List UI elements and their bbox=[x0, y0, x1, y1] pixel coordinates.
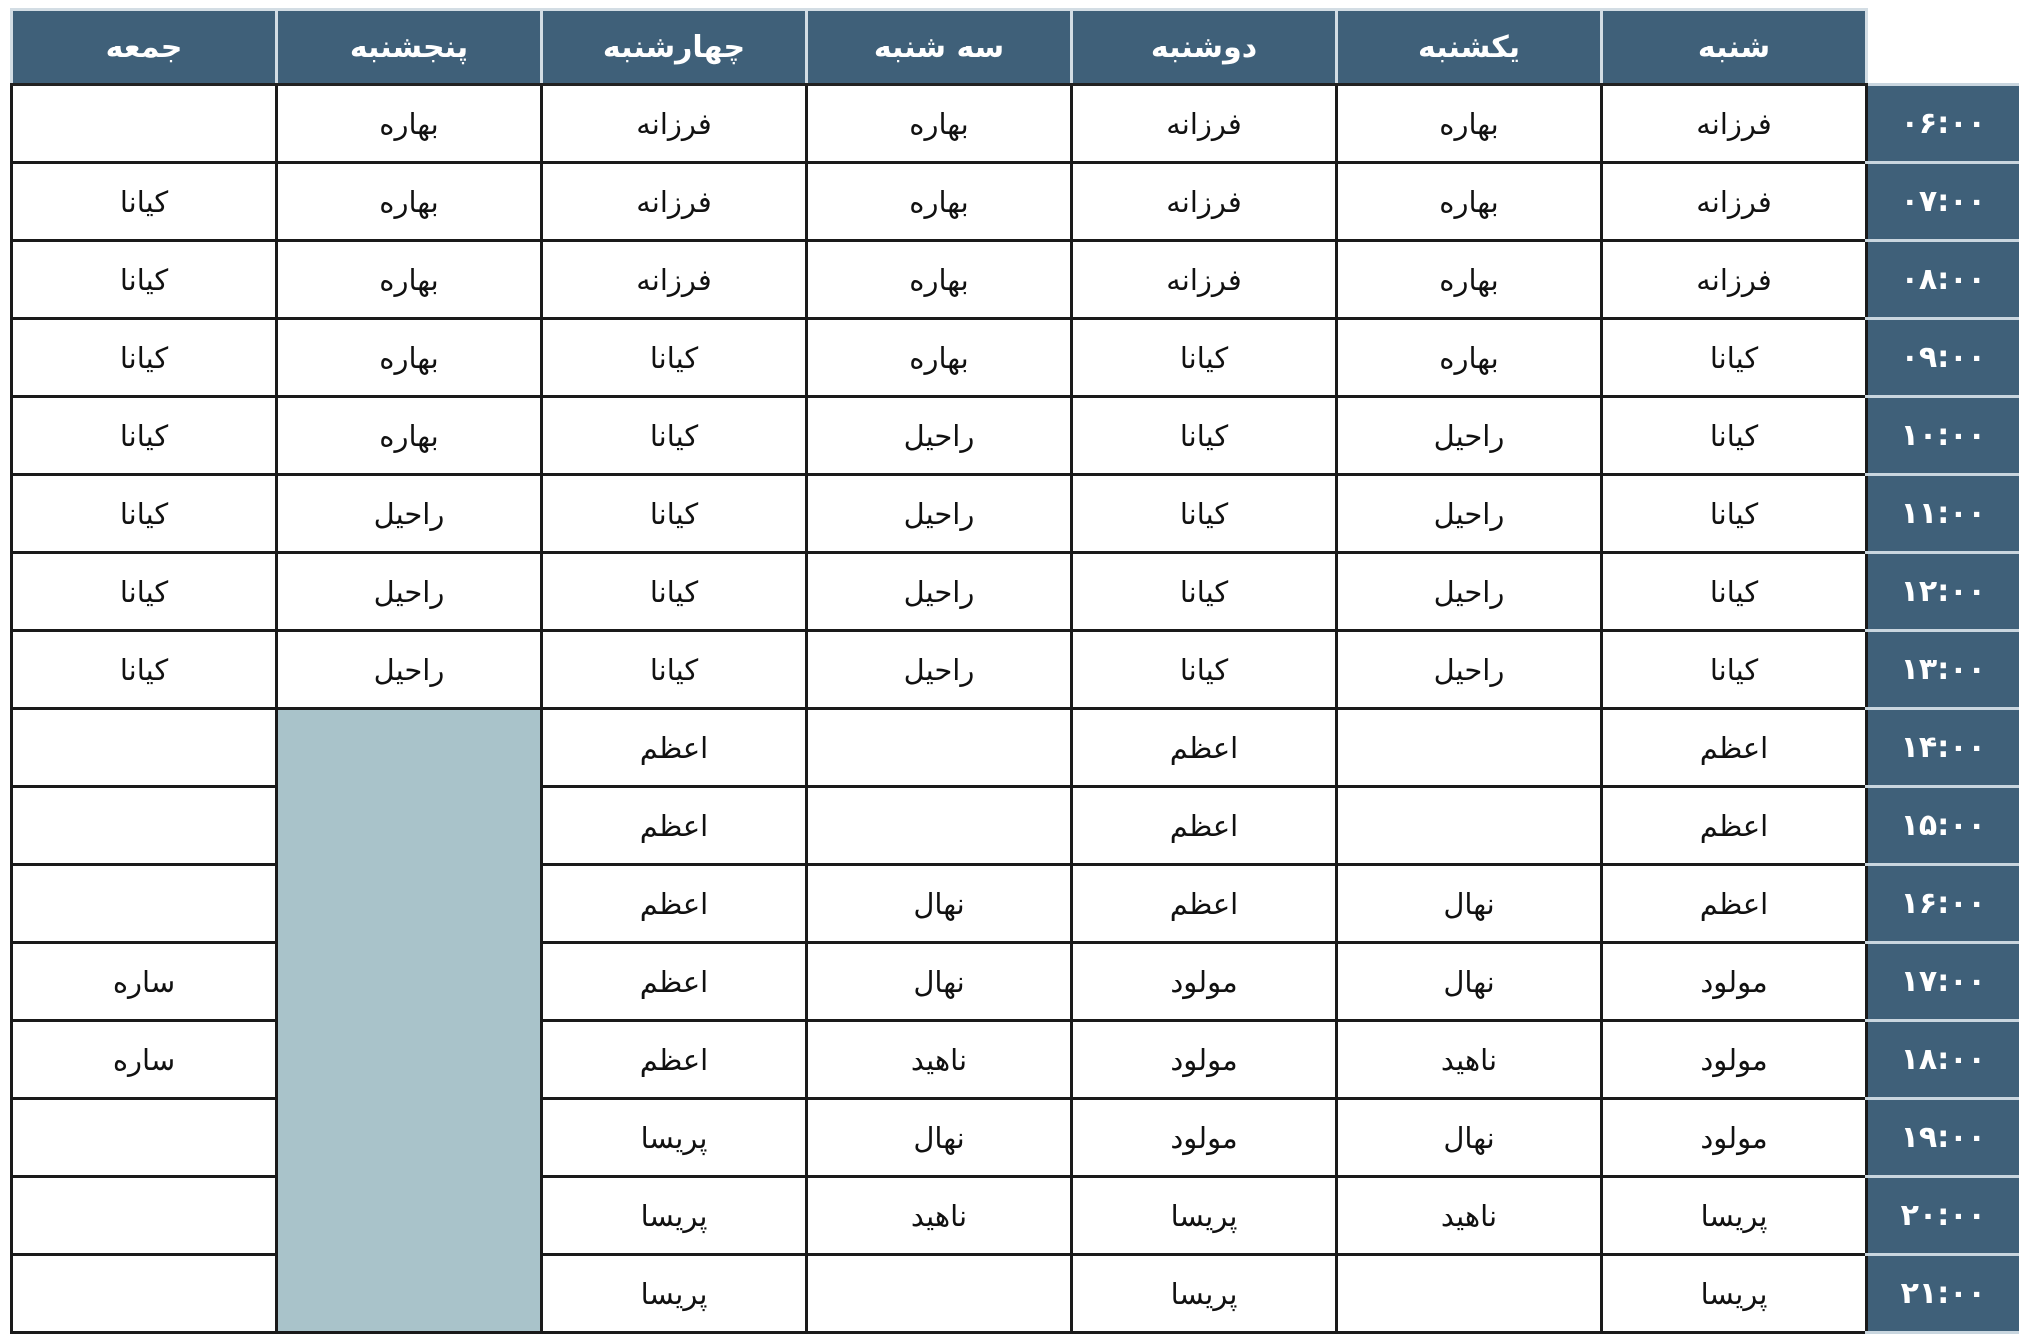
day-header: یکشنبه bbox=[1337, 10, 1602, 85]
shift-cell: کیانا bbox=[542, 319, 807, 397]
shift-cell bbox=[12, 1255, 277, 1333]
time-row bbox=[12, 475, 2019, 553]
shift-cell: کیانا bbox=[542, 475, 807, 553]
shift-cell: مولود bbox=[1072, 1099, 1337, 1177]
shift-cell: بهاره bbox=[277, 163, 542, 241]
shift-cell: ناهید bbox=[807, 1177, 1072, 1255]
time-row bbox=[12, 709, 2019, 787]
time-row bbox=[12, 319, 2019, 397]
time-row bbox=[12, 553, 2019, 631]
time-label: ۱۰:۰۰ bbox=[1867, 397, 2019, 475]
shift-cell: کیانا bbox=[542, 397, 807, 475]
shift-cell: راحیل bbox=[807, 475, 1072, 553]
shift-cell: راحیل bbox=[807, 397, 1072, 475]
time-label: ۱۸:۰۰ bbox=[1867, 1021, 2019, 1099]
shift-cell: اعظم bbox=[542, 943, 807, 1021]
shift-cell: فرزانه bbox=[1072, 241, 1337, 319]
shift-cell bbox=[1337, 787, 1602, 865]
time-label: ۲۱:۰۰ bbox=[1867, 1255, 2019, 1333]
shift-cell: بهاره bbox=[277, 241, 542, 319]
time-row bbox=[12, 397, 2019, 475]
time-label: ۲۰:۰۰ bbox=[1867, 1177, 2019, 1255]
schedule-body bbox=[12, 85, 2019, 1333]
time-row bbox=[12, 163, 2019, 241]
shift-cell bbox=[807, 787, 1072, 865]
shift-cell: کیانا bbox=[542, 631, 807, 709]
shift-cell: راحیل bbox=[277, 631, 542, 709]
shift-cell: مولود bbox=[1072, 943, 1337, 1021]
shift-cell: پریسا bbox=[1072, 1177, 1337, 1255]
shift-cell: پریسا bbox=[1602, 1255, 1867, 1333]
shift-cell: کیانا bbox=[1602, 397, 1867, 475]
shift-cell: نهال bbox=[807, 1099, 1072, 1177]
shift-cell: ناهید bbox=[1337, 1021, 1602, 1099]
shift-cell: اعظم bbox=[1602, 865, 1867, 943]
shift-cell: کیانا bbox=[1072, 475, 1337, 553]
shift-cell: نهال bbox=[1337, 943, 1602, 1021]
shift-cell: کیانا bbox=[1602, 475, 1867, 553]
shift-cell: کیانا bbox=[12, 319, 277, 397]
shift-cell: کیانا bbox=[12, 397, 277, 475]
shift-cell: فرزانه bbox=[1602, 241, 1867, 319]
shift-cell: مولود bbox=[1602, 943, 1867, 1021]
shift-cell: راحیل bbox=[1337, 631, 1602, 709]
shift-cell: کیانا bbox=[12, 631, 277, 709]
day-header: سه شنبه bbox=[807, 10, 1072, 85]
shift-cell: راحیل bbox=[277, 553, 542, 631]
time-label: ۱۷:۰۰ bbox=[1867, 943, 2019, 1021]
shift-cell: راحیل bbox=[1337, 475, 1602, 553]
shift-cell bbox=[12, 787, 277, 865]
shift-cell: کیانا bbox=[542, 553, 807, 631]
shift-cell: راحیل bbox=[807, 631, 1072, 709]
time-row bbox=[12, 85, 2019, 163]
time-label: ۰۷:۰۰ bbox=[1867, 163, 2019, 241]
header-row bbox=[12, 10, 2019, 85]
time-label: ۱۲:۰۰ bbox=[1867, 553, 2019, 631]
time-label: ۱۴:۰۰ bbox=[1867, 709, 2019, 787]
time-label: ۰۸:۰۰ bbox=[1867, 241, 2019, 319]
shift-cell: نهال bbox=[807, 943, 1072, 1021]
shift-cell bbox=[807, 709, 1072, 787]
shift-cell: فرزانه bbox=[542, 85, 807, 163]
shift-cell: بهاره bbox=[1337, 163, 1602, 241]
schedule-table bbox=[10, 8, 2019, 1334]
shift-cell: بهاره bbox=[1337, 85, 1602, 163]
shift-cell: اعظم bbox=[1072, 787, 1337, 865]
unavailable-block bbox=[277, 709, 542, 1333]
time-label: ۱۶:۰۰ bbox=[1867, 865, 2019, 943]
shift-cell bbox=[12, 709, 277, 787]
shift-cell: فرزانه bbox=[542, 163, 807, 241]
shift-cell: اعظم bbox=[1602, 787, 1867, 865]
corner-cell bbox=[1867, 10, 2019, 85]
shift-cell: کیانا bbox=[1602, 319, 1867, 397]
shift-cell: ساره bbox=[12, 1021, 277, 1099]
shift-cell: فرزانه bbox=[1072, 85, 1337, 163]
shift-cell: پریسا bbox=[542, 1099, 807, 1177]
shift-cell: فرزانه bbox=[1602, 85, 1867, 163]
shift-cell: کیانا bbox=[12, 475, 277, 553]
day-header: جمعه bbox=[12, 10, 277, 85]
shift-cell: پریسا bbox=[1602, 1177, 1867, 1255]
shift-cell: فرزانه bbox=[1072, 163, 1337, 241]
day-header: چهارشنبه bbox=[542, 10, 807, 85]
shift-cell: راحیل bbox=[277, 475, 542, 553]
shift-cell: بهاره bbox=[807, 85, 1072, 163]
time-label: ۱۵:۰۰ bbox=[1867, 787, 2019, 865]
shift-cell: ناهید bbox=[807, 1021, 1072, 1099]
shift-cell: بهاره bbox=[1337, 319, 1602, 397]
shift-cell: کیانا bbox=[12, 553, 277, 631]
shift-cell: کیانا bbox=[1072, 631, 1337, 709]
shift-cell: مولود bbox=[1602, 1021, 1867, 1099]
shift-cell: اعظم bbox=[542, 709, 807, 787]
shift-cell: اعظم bbox=[1072, 709, 1337, 787]
shift-cell: ناهید bbox=[1337, 1177, 1602, 1255]
time-label: ۱۳:۰۰ bbox=[1867, 631, 2019, 709]
shift-cell: نهال bbox=[1337, 1099, 1602, 1177]
day-header: شنبه bbox=[1602, 10, 1867, 85]
shift-cell: بهاره bbox=[277, 85, 542, 163]
shift-cell: راحیل bbox=[1337, 553, 1602, 631]
shift-cell: کیانا bbox=[12, 163, 277, 241]
shift-cell: پریسا bbox=[1072, 1255, 1337, 1333]
time-row bbox=[12, 241, 2019, 319]
shift-cell: کیانا bbox=[12, 241, 277, 319]
day-header: دوشنبه bbox=[1072, 10, 1337, 85]
shift-cell bbox=[1337, 709, 1602, 787]
shift-cell: بهاره bbox=[1337, 241, 1602, 319]
shift-cell: نهال bbox=[807, 865, 1072, 943]
shift-cell: پریسا bbox=[542, 1177, 807, 1255]
shift-cell: کیانا bbox=[1072, 397, 1337, 475]
shift-cell: بهاره bbox=[807, 241, 1072, 319]
shift-cell: نهال bbox=[1337, 865, 1602, 943]
shift-cell: بهاره bbox=[277, 397, 542, 475]
shift-cell: بهاره bbox=[807, 319, 1072, 397]
shift-cell: راحیل bbox=[1337, 397, 1602, 475]
shift-cell bbox=[1337, 1255, 1602, 1333]
shift-cell: اعظم bbox=[1602, 709, 1867, 787]
shift-cell: فرزانه bbox=[542, 241, 807, 319]
shift-cell: کیانا bbox=[1072, 553, 1337, 631]
time-row bbox=[12, 631, 2019, 709]
shift-cell: کیانا bbox=[1602, 553, 1867, 631]
shift-cell bbox=[12, 1177, 277, 1255]
shift-cell bbox=[12, 1099, 277, 1177]
shift-cell: اعظم bbox=[542, 1021, 807, 1099]
time-label: ۰۶:۰۰ bbox=[1867, 85, 2019, 163]
shift-cell: کیانا bbox=[1072, 319, 1337, 397]
shift-cell: بهاره bbox=[277, 319, 542, 397]
shift-cell: مولود bbox=[1072, 1021, 1337, 1099]
day-header: پنجشنبه bbox=[277, 10, 542, 85]
shift-cell: بهاره bbox=[807, 163, 1072, 241]
time-label: ۰۹:۰۰ bbox=[1867, 319, 2019, 397]
shift-cell: مولود bbox=[1602, 1099, 1867, 1177]
shift-cell: ساره bbox=[12, 943, 277, 1021]
time-label: ۱۱:۰۰ bbox=[1867, 475, 2019, 553]
shift-cell: اعظم bbox=[1072, 865, 1337, 943]
shift-cell: فرزانه bbox=[1602, 163, 1867, 241]
shift-cell: اعظم bbox=[542, 787, 807, 865]
shift-cell: اعظم bbox=[542, 865, 807, 943]
time-label: ۱۹:۰۰ bbox=[1867, 1099, 2019, 1177]
shift-cell: راحیل bbox=[807, 553, 1072, 631]
shift-cell: کیانا bbox=[1602, 631, 1867, 709]
shift-cell bbox=[12, 85, 277, 163]
shift-cell: پریسا bbox=[542, 1255, 807, 1333]
shift-cell bbox=[807, 1255, 1072, 1333]
shift-cell bbox=[12, 865, 277, 943]
